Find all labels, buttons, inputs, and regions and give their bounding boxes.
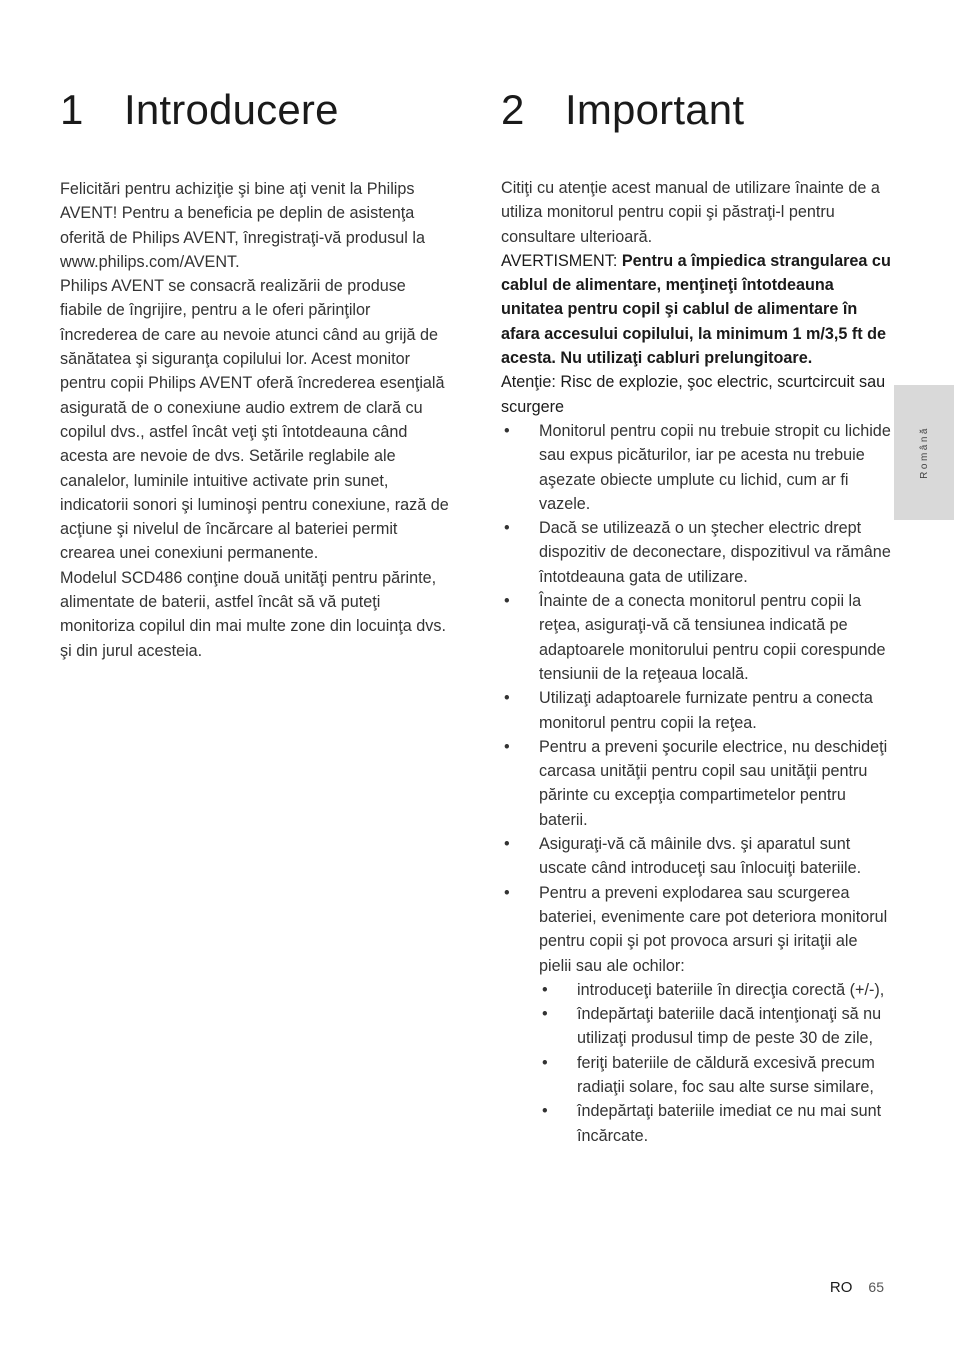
section-heading-introducere	[60, 80, 450, 140]
intro-paragraph: Modelul SCD486 conţine două unităţi pentru părinte, alimentate de baterii, astfel încât să vă puteţi monitoriza copilul din mai multe zone din locuinţa dvs. şi din jurul acesteia.	[60, 568, 446, 660]
sublist-item: • introduceţi bateriile în direcţia corectă (+/-),	[539, 978, 893, 1002]
sublist-item: • feriţi bateriile de căldură excesivă precum radiaţii solare, foc sau alte surse similare,	[539, 1051, 893, 1100]
language-side-tab	[894, 385, 954, 520]
section-title: Introducere	[124, 86, 339, 133]
intro-body	[60, 177, 450, 663]
list-item-text: Pentru a preveni explodarea sau scurgerea bateriei, evenimente care pot deteriora monitorul pentru copii şi pot provoca arsuri şi iritaţii ale pielii sau ale ochilor:	[539, 883, 888, 975]
language-tab-label: Română	[918, 426, 930, 479]
warning-text: Pentru a împiedica strangularea cu cablul de alimentare, menţineţi întotdeauna unitatea pentru copil şi cablul de alimentare în afara accesului copilului, la minimum 1 m/3,5 ft de acesta. Nu utilizaţi cabluri prelungitoare.	[501, 251, 891, 368]
section-introducere	[60, 80, 450, 663]
warning-label: AVERTISMENT:	[501, 251, 618, 270]
safety-list	[501, 419, 893, 1148]
important-body	[501, 176, 893, 1148]
important-lead: Citiţi cu atenţie acest manual de utilizare înainte de a utiliza monitorul pentru copii şi păstraţi-l pentru consultare ulterioară.	[501, 179, 880, 246]
list-item: • Asiguraţi-vă că mâinile dvs. şi aparatul sunt uscate când introduceţi sau înlocuiţi bateriile.	[501, 832, 893, 881]
list-item: • Pentru a preveni şocurile electrice, nu deschideţi carcasa unităţii pentru copil sau unităţii pentru părinte cu excepţia compartimetelor pentru baterii.	[501, 735, 893, 832]
list-item-with-sublist	[501, 881, 893, 1148]
page-footer	[780, 1279, 884, 1296]
list-item: • Înainte de a conecta monitorul pentru copii la reţea, asiguraţi-vă că tensiunea indicată pe adaptoarele monitorului pentru copii corespunde tensiunii de la reţeaua locală.	[501, 589, 893, 686]
list-item: • Monitorul pentru copii nu trebuie stropit cu lichide sau expus picăturilor, iar pe acesta nu trebuie aşezate obiecte umplute cu lichid, cum ar fi vazele.	[501, 419, 893, 516]
list-item: • Utilizaţi adaptoarele furnizate pentru a conecta monitorul pentru copii la reţea.	[501, 686, 893, 735]
battery-sublist	[539, 978, 893, 1148]
section-heading-important	[501, 80, 893, 140]
section-important	[501, 80, 893, 1148]
footer-language: RO	[829, 1279, 853, 1296]
intro-paragraph: Philips AVENT se consacră realizării de produse fiabile de îngrijire, pentru a le oferi părinţilor încrederea de care au nevoie atunci când au grijă de sănătatea şi siguranţa copilului lor. Acest monitor pentru copii Philips AVENT oferă încrederea esenţială asigurată de o conexiune audio extrem de clară cu copilul dvs., astfel încât veţi şti întotdeauna când acesta are nevoie de dvs. Setările reglabile ale canalelor, luminile intuitive activate prin sunet, indicatorii sonori şi luminoşi pentru conexiune, rază de acţiune şi nivelul de încărcare al bateriei permit crearea unei conexiuni permanente.	[60, 277, 449, 563]
list-item: • Dacă se utilizează o un ştecher electric drept dispozitiv de deconectare, dispozitivul va rămâne întotdeauna gata de utilizare.	[501, 516, 893, 589]
section-number: 1	[60, 86, 84, 133]
section-number: 2	[501, 86, 525, 133]
intro-paragraph: Felicitări pentru achiziţie şi bine aţi venit la Philips AVENT! Pentru a beneficia pe deplin de asistenţa oferită de Philips AVENT, înregistraţi-vă produsul la www.philips.com/AVENT.	[60, 180, 425, 271]
section-title: Important	[565, 86, 745, 133]
warning-paragraph	[501, 249, 893, 370]
page-number: 65	[868, 1279, 884, 1295]
caution-heading: Atenţie: Risc de explozie, şoc electric, scurtcircuit sau scurgere	[501, 373, 886, 416]
sublist-item: • îndepărtaţi bateriile imediat ce nu mai sunt încărcate.	[539, 1099, 893, 1148]
sublist-item: • îndepărtaţi bateriile dacă intenţionaţi să nu utilizaţi produsul timp de peste 30 de zile,	[539, 1002, 893, 1051]
